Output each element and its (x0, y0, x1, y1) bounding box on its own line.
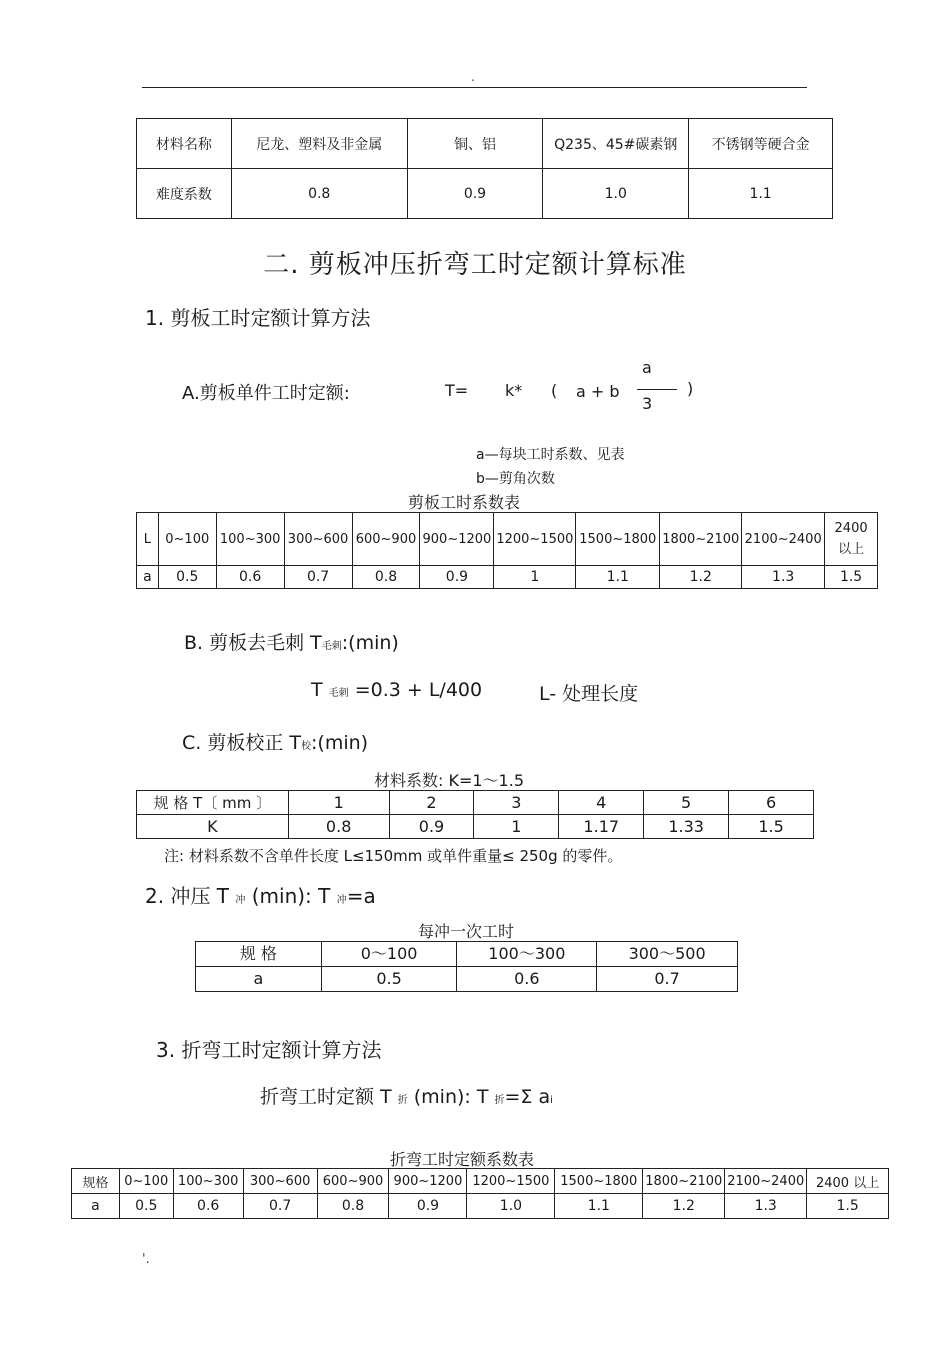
deburr-formula-subscript: 毛刺 (328, 688, 349, 699)
table-cell: 1.0 (543, 169, 689, 219)
bend-formula-c: =Σ a (504, 1086, 551, 1108)
table-cell: 0.9 (389, 815, 474, 839)
table-cell: 0.8 (231, 169, 407, 219)
table-cell: 1.1 (576, 566, 660, 589)
table-cell: 100~300 (173, 1169, 243, 1194)
shear-coefficient-table (136, 512, 878, 589)
table-cell: 600~900 (352, 513, 420, 566)
table-cell: 0.8 (317, 1194, 389, 1219)
table-cell: 300~600 (284, 513, 352, 566)
table-cell: 1.0 (467, 1194, 555, 1219)
k-note: 注: 材料系数不含单件长度 L≤150mm 或单件重量≤ 250g 的零件。 (164, 847, 623, 865)
section-title: 二. 剪板冲压折弯工时定额计算标准 (263, 250, 687, 280)
k-caption: 材料系数: K=1～1.5 (374, 771, 525, 790)
table-cell: 规 格 T〔 mm 〕 (137, 791, 289, 815)
table-cell: 2100~2400 (725, 1169, 807, 1194)
table-cell: 0.6 (173, 1194, 243, 1219)
table-cell: 900~1200 (389, 1169, 467, 1194)
shear-table-caption: 剪板工时系数表 (408, 493, 521, 512)
table-cell: 不锈钢等硬合金 (689, 119, 833, 169)
table-row (137, 513, 878, 566)
table-cell: 1.3 (742, 566, 825, 589)
table-cell: 2100~2400 (742, 513, 825, 566)
bend-caption: 折弯工时定额系数表 (390, 1150, 535, 1169)
table-cell: 3 (474, 791, 559, 815)
table-cell: a (72, 1194, 120, 1219)
table-cell: 0～100 (321, 942, 457, 967)
s2-title-b: (min): T (251, 884, 331, 908)
table-cell: 1.2 (660, 566, 742, 589)
s1-title: 1. 剪板工时定额计算方法 (145, 306, 371, 330)
table-cell: Q235、45#碳素钢 (543, 119, 689, 169)
table-cell: 1500~1800 (555, 1169, 643, 1194)
formula-a-label: A.剪板单件工时定额: (182, 383, 350, 404)
table-cell: 5 (644, 791, 729, 815)
table-cell: 1.17 (559, 815, 644, 839)
table-cell: 0.8 (352, 566, 420, 589)
table-cell: 1800~2100 (643, 1169, 725, 1194)
formula-a-numerator: a (642, 358, 652, 377)
deburr-label: B. 剪板去毛刺 T (184, 632, 322, 654)
s2-subscript-1: 冲 (235, 895, 246, 906)
formula-a-k: k* (505, 381, 523, 400)
table-cell: 300~600 (243, 1169, 317, 1194)
table-row (137, 815, 814, 839)
correction-heading (182, 728, 368, 755)
table-cell: 600~900 (317, 1169, 389, 1194)
table-cell: 规 格 (196, 942, 322, 967)
header-dot: . (471, 70, 475, 84)
table-row (137, 169, 833, 219)
table-cell: 100～300 (457, 942, 597, 967)
s2-title-c: =a (346, 884, 376, 908)
table-cell: 1 (474, 815, 559, 839)
table-cell: 0~100 (158, 513, 216, 566)
formula-a-ab: a + b (576, 382, 620, 401)
bend-subscript-i: i (550, 1095, 553, 1106)
table-cell: 1 (288, 791, 389, 815)
table-cell: 100~300 (216, 513, 284, 566)
punch-caption: 每冲一次工时 (418, 922, 515, 941)
table-cell: 1.1 (555, 1194, 643, 1219)
table-cell: 材料名称 (137, 119, 232, 169)
table-row (196, 942, 738, 967)
table-cell: 尼龙、塑料及非金属 (231, 119, 407, 169)
formula-a-t: T= (445, 381, 469, 400)
note-b: b—剪角次数 (476, 471, 555, 487)
formula-a-denominator: 3 (642, 394, 653, 413)
s2-title-a: 2. 冲压 T (145, 884, 230, 908)
table-cell: 1.2 (643, 1194, 725, 1219)
table-cell: 2400 以上 (807, 1169, 889, 1194)
table-cell: 2 (389, 791, 474, 815)
table-cell: 0.7 (284, 566, 352, 589)
deburr-subscript: 毛刺 (321, 641, 342, 652)
table-cell: 0.5 (158, 566, 216, 589)
table-cell: 300～500 (597, 942, 738, 967)
table-cell: 1200~1500 (494, 513, 576, 566)
footer-dot: '. (142, 1252, 150, 1267)
note-a: a—每块工时系数、见表 (476, 447, 625, 463)
table-cell: 1.33 (644, 815, 729, 839)
bend-subscript-2: 折 (494, 1095, 505, 1106)
table-cell: 900~1200 (420, 513, 494, 566)
table-row (137, 791, 814, 815)
formula-a-close-paren: ) (687, 379, 694, 398)
table-row (72, 1194, 889, 1219)
correction-subscript: 校 (301, 741, 311, 752)
table-cell: 难度系数 (137, 169, 232, 219)
bend-subscript-1: 折 (397, 1095, 408, 1106)
table-row (137, 566, 878, 589)
table-row (137, 119, 833, 169)
table-cell: 4 (559, 791, 644, 815)
table-cell: 0.9 (389, 1194, 467, 1219)
formula-a-open-paren: ( (551, 381, 558, 400)
deburr-tail: :(min) (341, 632, 399, 654)
table-cell: 1.5 (825, 566, 878, 589)
table-cell: 0.5 (119, 1194, 173, 1219)
table-cell: 1.5 (729, 815, 814, 839)
table-cell: 1200~1500 (467, 1169, 555, 1194)
table-cell: 铜、铝 (407, 119, 543, 169)
correction-tail: :(min) (311, 732, 369, 754)
deburr-formula (311, 679, 482, 701)
header-rule (142, 87, 807, 88)
table-cell: 0.5 (321, 967, 457, 992)
table-cell: 0.7 (243, 1194, 317, 1219)
fraction-bar (637, 389, 677, 390)
table-cell: L (137, 513, 159, 566)
deburr-formula-note: L- 处理长度 (539, 683, 639, 705)
deburr-formula-t: T (311, 679, 323, 701)
table-cell: 2400 以上 (825, 513, 878, 566)
table-cell: 1.1 (689, 169, 833, 219)
table-cell: 规格 (72, 1169, 120, 1194)
bend-coefficient-table (71, 1168, 889, 1219)
deburr-heading (184, 628, 399, 655)
s2-title (145, 880, 376, 909)
table-cell: 0.8 (288, 815, 389, 839)
bend-formula (260, 1082, 553, 1109)
s2-subscript-2: 冲 (336, 895, 347, 906)
bend-formula-b: (min): T (413, 1086, 489, 1108)
punch-table (195, 941, 738, 992)
table-row (72, 1169, 889, 1194)
correction-label: C. 剪板校正 T (182, 732, 301, 754)
table-row (196, 967, 738, 992)
table-cell: 0~100 (119, 1169, 173, 1194)
material-k-table (136, 790, 814, 839)
table-cell: 0.9 (420, 566, 494, 589)
table-cell: 1800~2100 (660, 513, 742, 566)
table-cell: 1.5 (807, 1194, 889, 1219)
material-difficulty-table (136, 118, 833, 219)
s3-title: 3. 折弯工时定额计算方法 (156, 1038, 382, 1062)
table-cell: 1500~1800 (576, 513, 660, 566)
table-cell: 0.7 (597, 967, 738, 992)
bend-formula-a: 折弯工时定额 T (260, 1086, 392, 1108)
deburr-formula-rest: =0.3 + L/400 (354, 679, 483, 701)
table-cell: K (137, 815, 289, 839)
table-cell: 1 (494, 566, 576, 589)
table-cell: 1.3 (725, 1194, 807, 1219)
table-cell: a (137, 566, 159, 589)
table-cell: a (196, 967, 322, 992)
table-cell: 0.9 (407, 169, 543, 219)
table-cell: 0.6 (216, 566, 284, 589)
table-cell: 6 (729, 791, 814, 815)
table-cell: 0.6 (457, 967, 597, 992)
